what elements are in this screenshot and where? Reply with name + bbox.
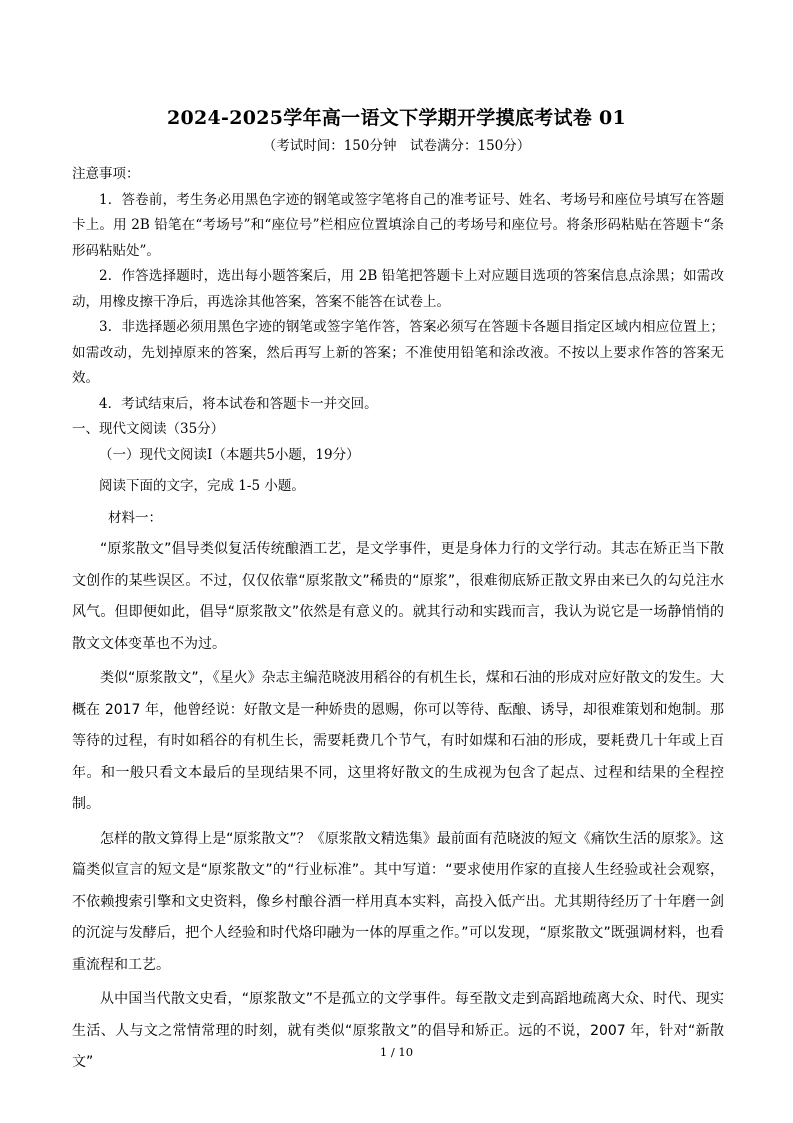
exam-title: 2024-2025学年高一语文下学期开学摸底考试卷 01	[166, 107, 627, 129]
passage-paragraph: 类似“原浆散文”，《星火》杂志主编范晓波用稻谷的有机生长，煤和石油的形成对应好散文的发生。大概在 2017 年，他曾经说：好散文是一种娇贵的恩赐，你可以等待、酝酿、诱导，却很难策划和炮制。那等待的过程，有时如稻谷的有机生长，需要耗费几个节气，有时如煤和石油的形成，要耗费几十年或上百年。和一般只看文本最后的呈现结果不同，这里将好散文的生成视为包含了起点、过程和结果的全程控制。	[72, 670, 724, 812]
notice-heading: 注意事项：	[72, 166, 140, 182]
section-heading: 一、现代文阅读（35分）	[72, 421, 225, 437]
notice-item: 1．答卷前，考生务必用黑色字迹的钢笔或签字笔将自己的准考证号、姓名、考场号和座位号填写在答题卡上。用 2B 铅笔在“考场号”和“座位号”栏相应位置填涂自己的考场号和座位号。将条形码粘贴在答题卡“条形码粘贴处”。	[72, 191, 724, 259]
notice-item: 2．作答选择题时，选出每小题答案后，用 2B 铅笔把答题卡上对应题目选项的答案信息点涂黑；如需改动，用橡皮擦干净后，再选涂其他答案，答案不能答在试卷上。	[72, 268, 724, 310]
exam-subtitle: （考试时间：150分钟 试卷满分：150分）	[262, 138, 531, 154]
passage-paragraph: “原浆散文”倡导类似复活传统酿酒工艺，是文学事件，更是身体力行的文学行动。其志在矫正当下散文创作的某些误区。不过，仅仅依靠“原浆散文”稀贵的“原浆”，很难彻底矫正散文界由来已久的勾兑注水风气。但即便如此，倡导“原浆散文”依然是有意义的。就其行动和实践而言，我认为说它是一场静悄悄的散文文体变革也不为过。	[72, 541, 724, 652]
notice-item: 4．考试结束后，将本试卷和答题卡一并交回。	[99, 395, 378, 412]
page-number: 1 / 10	[379, 1045, 414, 1059]
section-subheading: （一）现代文阅读Ⅰ（本题共5小题，19分）	[99, 446, 360, 463]
passage-paragraph: 从中国当代散文史看，“原浆散文”不是孤立的文学事件。每至散文走到高蹈地疏离大众、时代、现实生活、人与文之常情常理的时刻，就有类似“原浆散文”的倡导和矫正。远的不说，2007 年，针对“新散文”	[72, 991, 724, 1070]
exam-body	[72, 162, 724, 1079]
passage-paragraph: 怎样的散文算得上是“原浆散文”？《原浆散文精选集》最前面有范晓波的短文《痛饮生活的原浆》。这篇类似宣言的短文是“原浆散文”的“行业标准”。其中写道：“要求使用作家的直接人生经验或社会观察，不依赖搜索引擎和文史资料，像乡村酿谷酒一样用真本实料，高投入低产出。尤其期待经历了十年磨一剑的沉淀与发酵后，把个人经验和时代烙印融为一体的厚重之作。”可以发现，“原浆散文”既强调材料，也看重流程和工艺。	[72, 830, 724, 973]
section-instruction: 阅读下面的文字，完成 1-5 小题。	[99, 478, 305, 494]
material-label: 材料一：	[108, 509, 162, 526]
notice-item: 3．非选择题必须用黑色字迹的钢笔或签字笔作答，答案必须写在答题卡各题目指定区域内相应位置上；如需改动，先划掉原来的答案，然后再写上新的答案；不准使用铅笔和涂改液。不按以上要求作答的答案无效。	[72, 319, 724, 386]
